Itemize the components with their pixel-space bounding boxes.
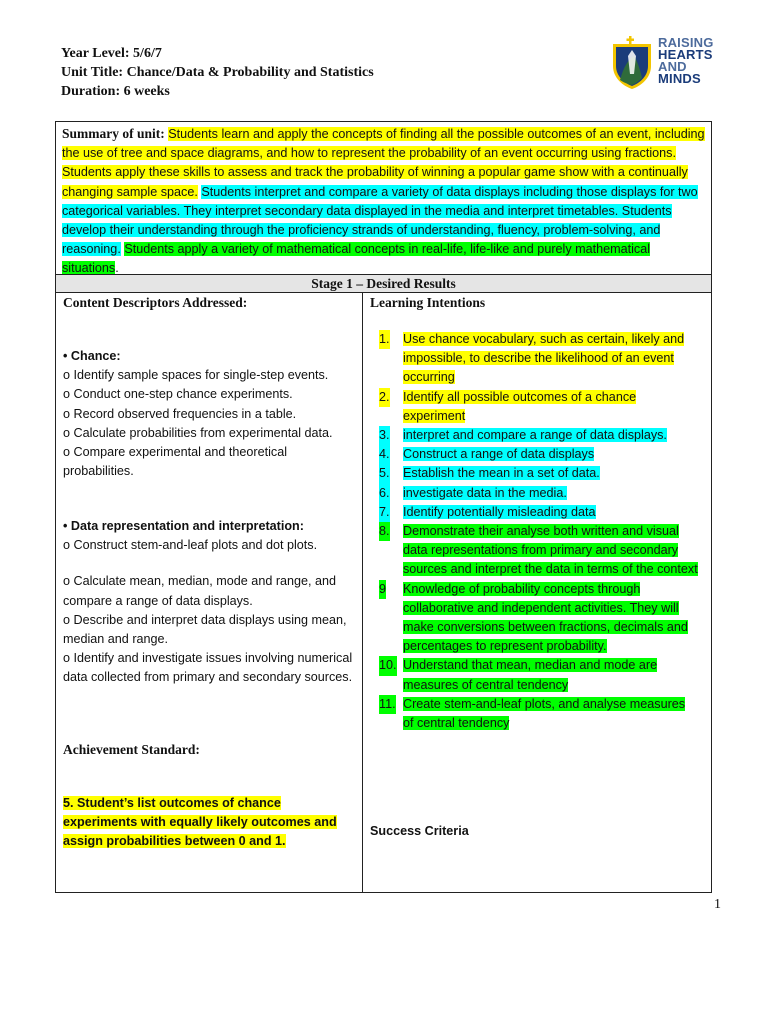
item-text: Create stem-and-leaf plots, and analyse measures of central tendency <box>403 696 686 731</box>
school-logo <box>610 36 720 90</box>
item-text: Identify potentially misleading data <box>403 504 596 519</box>
learning-intentions-heading: Learning Intentions <box>370 295 486 310</box>
page-number: 1 <box>714 897 721 912</box>
learning-intention-item <box>379 445 699 464</box>
stage-heading: Stage 1 – Desired Results <box>56 275 711 292</box>
duration: Duration: 6 weeks <box>61 84 170 99</box>
learning-intention-item <box>379 580 699 657</box>
item-text: investigate data in the media. <box>403 485 567 500</box>
list-item: o Conduct one-step chance experiments. <box>63 387 293 402</box>
logo-line-4: MINDS <box>658 71 701 86</box>
learning-intention-item <box>379 695 699 733</box>
logo-line-3: AND <box>658 59 687 74</box>
list-item: o Calculate probabilities from experimental data. <box>63 425 333 440</box>
list-item: o Calculate mean, median, mode and range, and compare a range of data displays. <box>63 574 337 608</box>
item-text: Understand that mean, median and mode are measures of central tendency <box>403 658 658 692</box>
logo-line-2: HEARTS <box>658 47 713 62</box>
item-number: 9 <box>379 580 386 599</box>
unit-plan-table <box>55 121 712 893</box>
logo-line-1: RAISING <box>658 35 714 50</box>
data-section <box>63 517 355 688</box>
item-number: 1. <box>379 330 390 349</box>
chance-heading: • Chance: <box>63 349 121 363</box>
achievement-heading: Achievement Standard: <box>63 742 200 757</box>
divider <box>56 292 711 293</box>
learning-intention-item <box>379 426 699 445</box>
summary-data-text: Students interpret and compare a variety of data displays including those displays for two categorical variables. They interpret secondary data displayed in the media and interpret timetables. Students develop their understanding through the proficiency strands of understanding, fluency, problem-solving, and reasoning. <box>62 184 698 257</box>
item-number: 5. <box>379 464 390 483</box>
item-number: 4. <box>379 445 390 464</box>
year-level: Year Level: 5/6/7 <box>61 46 162 61</box>
chance-section <box>63 347 355 481</box>
data-list <box>63 572 355 687</box>
learning-intention-item <box>379 522 699 580</box>
learning-intention-item <box>379 330 699 388</box>
list-item: o Identify and investigate issues involving numerical data collected from primary and secondary sources. <box>63 651 353 685</box>
summary-application-text: Students apply a variety of mathematical concepts in real-life, life-like and purely mathematical situations <box>62 242 651 276</box>
item-number: 8. <box>379 522 390 541</box>
achievement-text: 5. Student’s list outcomes of chance experiments with equally likely outcomes and assign probabilities between 0 and 1. <box>63 796 337 849</box>
item-number: 3. <box>379 426 390 445</box>
column-divider <box>362 293 363 892</box>
list-item: o Record observed frequencies in a table. <box>63 406 297 421</box>
list-item: o Construct stem-and-leaf plots and dot plots. <box>63 538 318 553</box>
document-header <box>61 44 374 101</box>
item-text: interpret and compare a range of data displays. <box>403 428 667 443</box>
list-item: o Identify sample spaces for single-step events. <box>63 368 329 383</box>
shield-icon <box>610 36 654 90</box>
learning-intention-item <box>379 484 699 503</box>
summary-end: . <box>115 261 119 276</box>
summary-label: Summary of unit: <box>62 126 165 141</box>
learning-intention-item <box>379 464 699 483</box>
summary-probability-text: Students learn and apply the concepts of finding all the possible outcomes of an event, including the use of tree and space diagrams, and how to represent the probability of an event occurring using fractions. Students apply these skills to assess and track the probability of winning a popular game show with a continually changing sample space. <box>62 127 705 199</box>
list-item: o Compare experimental and theoretical probabilities. <box>63 445 288 479</box>
item-number: 7. <box>379 503 390 522</box>
success-criteria-heading: Success Criteria <box>370 824 469 838</box>
unit-title: Unit Title: Chance/Data & Probability and Statistics <box>61 65 374 80</box>
item-text: Identify all possible outcomes of a chance experiment <box>403 389 637 423</box>
data-heading: • Data representation and interpretation: <box>63 519 304 533</box>
item-number: 2. <box>379 388 390 407</box>
item-text: Knowledge of probability concepts through collaborative and independent activities. They will make conversions between fractions, decimals and percentages to represent probability. <box>403 581 688 654</box>
content-descriptors-heading: Content Descriptors Addressed: <box>63 295 248 310</box>
item-number: 6. <box>379 484 390 503</box>
unit-summary <box>62 124 707 279</box>
item-text: Construct a range of data displays <box>403 447 595 462</box>
learning-intention-item <box>379 656 699 694</box>
item-text: Use chance vocabulary, such as certain, likely and impossible, to describe the likelihood of an event occurring <box>403 332 685 385</box>
list-item: o Describe and interpret data displays using mean, median and range. <box>63 612 347 647</box>
learning-intention-item <box>379 503 699 522</box>
item-text: Demonstrate their analyse both written and visual data representations from primary and secondary sources and interpret the data in terms of the context <box>403 524 698 577</box>
chance-list <box>63 366 355 481</box>
learning-intentions-list <box>379 330 699 733</box>
item-number: 10. <box>379 656 397 675</box>
learning-intention-item <box>379 388 699 426</box>
item-text: Establish the mean in a set of data. <box>403 466 600 481</box>
item-number: 11. <box>379 695 396 714</box>
